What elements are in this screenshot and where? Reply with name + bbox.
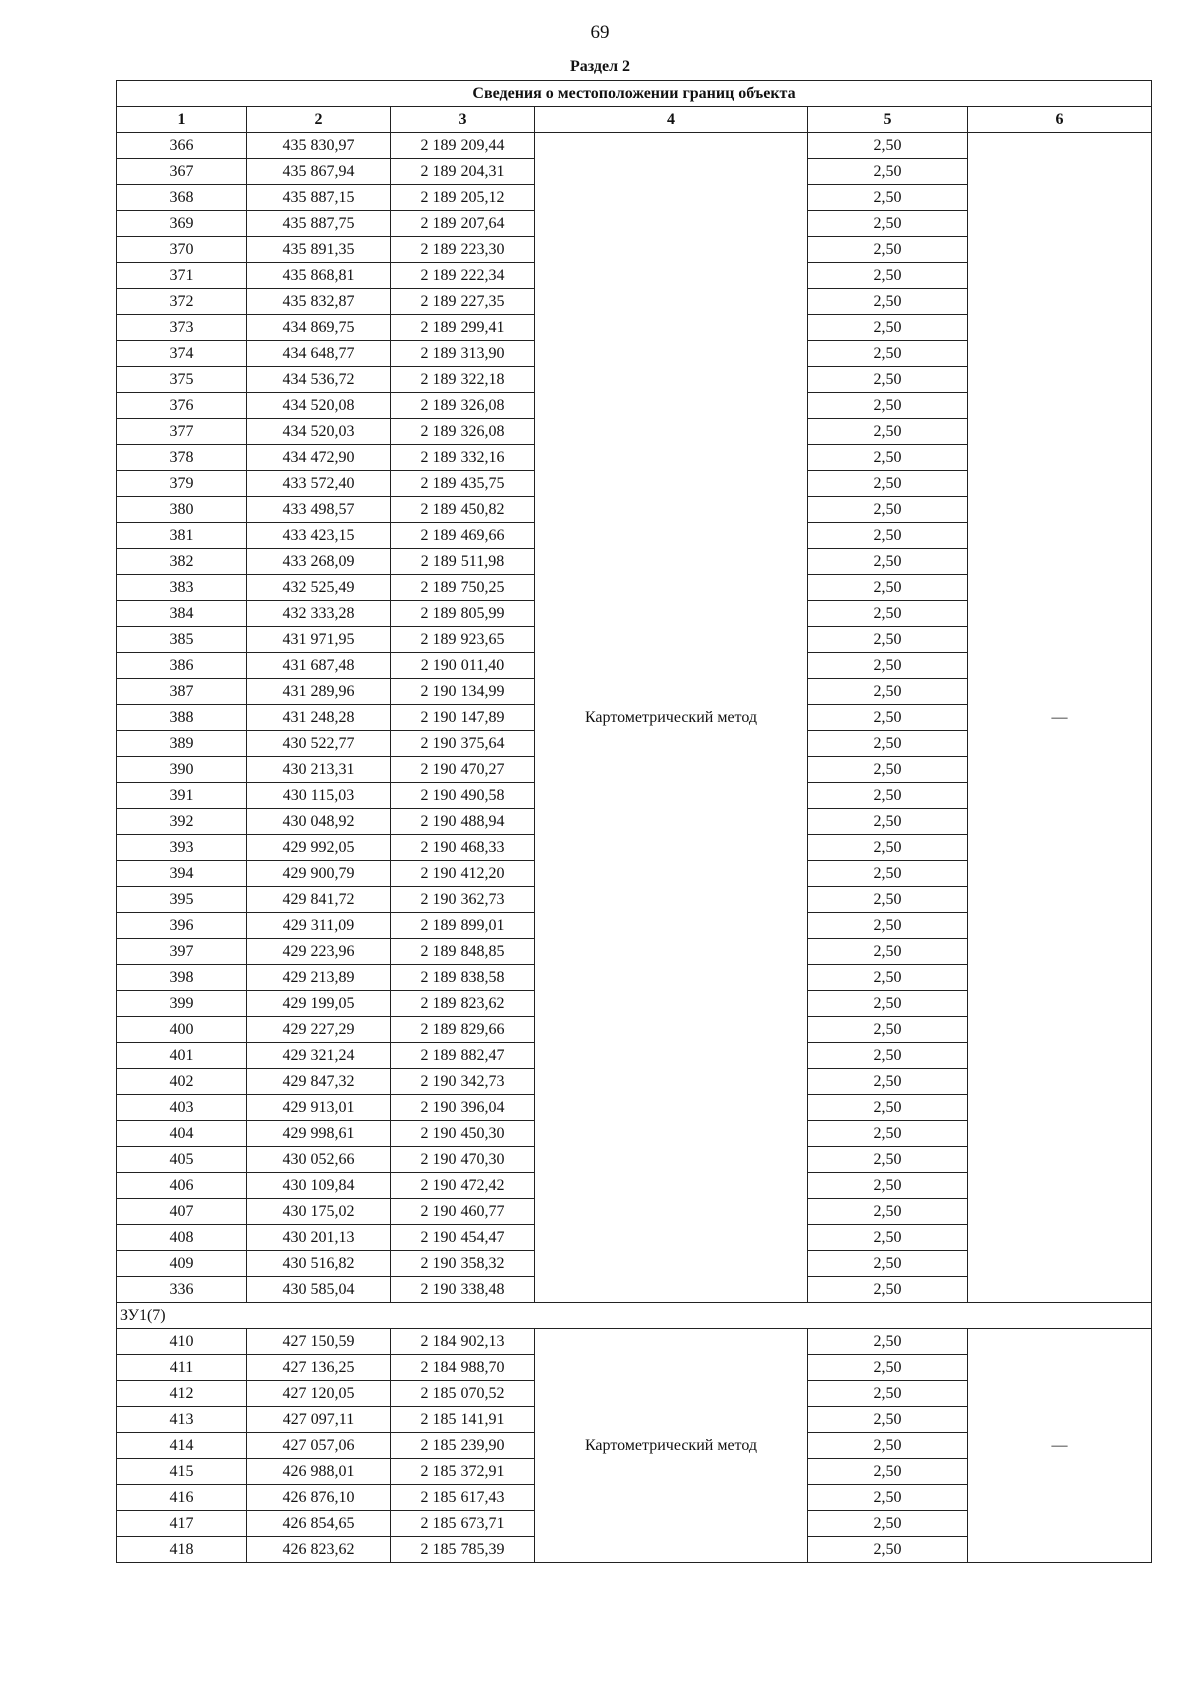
- precision-cell: 2,50: [808, 1329, 968, 1355]
- coord-x: 430 052,66: [247, 1147, 391, 1173]
- point-number: 375: [117, 367, 247, 393]
- coord-x: 431 687,48: [247, 653, 391, 679]
- point-number: 387: [117, 679, 247, 705]
- precision-cell: 2,50: [808, 1511, 968, 1537]
- coord-y: 2 189 313,90: [391, 341, 535, 367]
- coord-y: 2 189 511,98: [391, 549, 535, 575]
- coord-y: 2 189 326,08: [391, 419, 535, 445]
- point-number: 378: [117, 445, 247, 471]
- point-number: 415: [117, 1459, 247, 1485]
- coord-x: 435 830,97: [247, 133, 391, 159]
- point-number: 366: [117, 133, 247, 159]
- coord-x: 434 472,90: [247, 445, 391, 471]
- coord-y: 2 185 785,39: [391, 1537, 535, 1563]
- coord-x: 426 876,10: [247, 1485, 391, 1511]
- point-number: 416: [117, 1485, 247, 1511]
- point-number: 407: [117, 1199, 247, 1225]
- precision-cell: 2,50: [808, 1199, 968, 1225]
- coord-y: 2 190 470,30: [391, 1147, 535, 1173]
- coord-y: 2 189 332,16: [391, 445, 535, 471]
- point-number: 399: [117, 991, 247, 1017]
- point-number: 376: [117, 393, 247, 419]
- coord-y: 2 190 011,40: [391, 653, 535, 679]
- point-number: 391: [117, 783, 247, 809]
- precision-cell: 2,50: [808, 1381, 968, 1407]
- point-number: 382: [117, 549, 247, 575]
- precision-cell: 2,50: [808, 627, 968, 653]
- precision-cell: 2,50: [808, 471, 968, 497]
- coord-y: 2 190 470,27: [391, 757, 535, 783]
- coord-x: 429 841,72: [247, 887, 391, 913]
- precision-cell: 2,50: [808, 523, 968, 549]
- point-number: 405: [117, 1147, 247, 1173]
- precision-cell: 2,50: [808, 1225, 968, 1251]
- point-number: 400: [117, 1017, 247, 1043]
- coord-x: 431 248,28: [247, 705, 391, 731]
- coord-y: 2 189 322,18: [391, 367, 535, 393]
- coord-x: 430 522,77: [247, 731, 391, 757]
- table-caption: Сведения о местоположении границ объекта: [117, 81, 1152, 107]
- point-number: 374: [117, 341, 247, 367]
- point-number: 385: [117, 627, 247, 653]
- point-number: 413: [117, 1407, 247, 1433]
- coord-y: 2 185 372,91: [391, 1459, 535, 1485]
- precision-cell: 2,50: [808, 861, 968, 887]
- point-number: 381: [117, 523, 247, 549]
- precision-cell: 2,50: [808, 393, 968, 419]
- coord-y: 2 189 326,08: [391, 393, 535, 419]
- point-number: 418: [117, 1537, 247, 1563]
- precision-cell: 2,50: [808, 1485, 968, 1511]
- method-cell: Картометрический метод: [535, 1329, 808, 1563]
- coord-x: 435 891,35: [247, 237, 391, 263]
- precision-cell: 2,50: [808, 237, 968, 263]
- point-number: 409: [117, 1251, 247, 1277]
- precision-cell: 2,50: [808, 211, 968, 237]
- precision-cell: 2,50: [808, 1147, 968, 1173]
- point-number: 397: [117, 939, 247, 965]
- coord-y: 2 189 899,01: [391, 913, 535, 939]
- precision-cell: 2,50: [808, 289, 968, 315]
- coord-y: 2 189 805,99: [391, 601, 535, 627]
- coord-y: 2 190 472,42: [391, 1173, 535, 1199]
- coord-y: 2 190 358,32: [391, 1251, 535, 1277]
- coord-y: 2 189 923,65: [391, 627, 535, 653]
- precision-cell: 2,50: [808, 809, 968, 835]
- coord-y: 2 189 823,62: [391, 991, 535, 1017]
- coord-x: 433 498,57: [247, 497, 391, 523]
- precision-cell: 2,50: [808, 757, 968, 783]
- col6-cell: —: [968, 1329, 1152, 1563]
- coord-x: 426 823,62: [247, 1537, 391, 1563]
- point-number: 380: [117, 497, 247, 523]
- coord-x: 432 525,49: [247, 575, 391, 601]
- precision-cell: 2,50: [808, 1121, 968, 1147]
- coord-x: 429 992,05: [247, 835, 391, 861]
- precision-cell: 2,50: [808, 1277, 968, 1303]
- coord-y: 2 189 299,41: [391, 315, 535, 341]
- precision-cell: 2,50: [808, 679, 968, 705]
- coord-x: 430 201,13: [247, 1225, 391, 1251]
- precision-cell: 2,50: [808, 1459, 968, 1485]
- precision-cell: 2,50: [808, 601, 968, 627]
- coord-y: 2 190 468,33: [391, 835, 535, 861]
- coord-x: 429 311,09: [247, 913, 391, 939]
- coord-x: 433 268,09: [247, 549, 391, 575]
- precision-cell: 2,50: [808, 575, 968, 601]
- precision-cell: 2,50: [808, 263, 968, 289]
- precision-cell: 2,50: [808, 1069, 968, 1095]
- precision-cell: 2,50: [808, 315, 968, 341]
- column-header: 1: [117, 107, 247, 133]
- coord-y: 2 189 882,47: [391, 1043, 535, 1069]
- column-header: 3: [391, 107, 535, 133]
- coord-x: 430 516,82: [247, 1251, 391, 1277]
- point-number: 417: [117, 1511, 247, 1537]
- point-number: 398: [117, 965, 247, 991]
- coord-y: 2 189 223,30: [391, 237, 535, 263]
- coord-x: 433 572,40: [247, 471, 391, 497]
- point-number: 403: [117, 1095, 247, 1121]
- coord-y: 2 190 147,89: [391, 705, 535, 731]
- coord-y: 2 189 848,85: [391, 939, 535, 965]
- coord-x: 429 227,29: [247, 1017, 391, 1043]
- precision-cell: 2,50: [808, 1043, 968, 1069]
- coord-x: 429 847,32: [247, 1069, 391, 1095]
- coord-y: 2 189 469,66: [391, 523, 535, 549]
- table-row: [117, 133, 1152, 159]
- coord-y: 2 185 239,90: [391, 1433, 535, 1459]
- point-number: 336: [117, 1277, 247, 1303]
- coord-y: 2 190 338,48: [391, 1277, 535, 1303]
- coord-y: 2 189 209,44: [391, 133, 535, 159]
- precision-cell: 2,50: [808, 913, 968, 939]
- point-number: 393: [117, 835, 247, 861]
- point-number: 373: [117, 315, 247, 341]
- coord-x: 435 832,87: [247, 289, 391, 315]
- precision-cell: 2,50: [808, 185, 968, 211]
- coord-x: 434 648,77: [247, 341, 391, 367]
- point-number: 368: [117, 185, 247, 211]
- precision-cell: 2,50: [808, 887, 968, 913]
- precision-cell: 2,50: [808, 445, 968, 471]
- coord-x: 429 998,61: [247, 1121, 391, 1147]
- coord-y: 2 185 141,91: [391, 1407, 535, 1433]
- precision-cell: 2,50: [808, 1433, 968, 1459]
- coord-y: 2 189 222,34: [391, 263, 535, 289]
- coord-x: 435 867,94: [247, 159, 391, 185]
- table-row: [117, 1329, 1152, 1355]
- precision-cell: 2,50: [808, 965, 968, 991]
- coord-y: 2 184 902,13: [391, 1329, 535, 1355]
- precision-cell: 2,50: [808, 419, 968, 445]
- precision-cell: 2,50: [808, 705, 968, 731]
- point-number: 392: [117, 809, 247, 835]
- precision-cell: 2,50: [808, 731, 968, 757]
- point-number: 369: [117, 211, 247, 237]
- column-header: 5: [808, 107, 968, 133]
- coord-y: 2 185 673,71: [391, 1511, 535, 1537]
- coord-x: 429 199,05: [247, 991, 391, 1017]
- point-number: 401: [117, 1043, 247, 1069]
- precision-cell: 2,50: [808, 1407, 968, 1433]
- coord-y: 2 190 412,20: [391, 861, 535, 887]
- coord-x: 426 988,01: [247, 1459, 391, 1485]
- coord-x: 435 868,81: [247, 263, 391, 289]
- coord-x: 430 585,04: [247, 1277, 391, 1303]
- coord-y: 2 189 227,35: [391, 289, 535, 315]
- point-number: 367: [117, 159, 247, 185]
- coord-x: 434 520,08: [247, 393, 391, 419]
- precision-cell: 2,50: [808, 367, 968, 393]
- coord-x: 433 423,15: [247, 523, 391, 549]
- precision-cell: 2,50: [808, 159, 968, 185]
- coord-x: 429 913,01: [247, 1095, 391, 1121]
- precision-cell: 2,50: [808, 133, 968, 159]
- coord-x: 435 887,15: [247, 185, 391, 211]
- precision-cell: 2,50: [808, 991, 968, 1017]
- precision-cell: 2,50: [808, 1355, 968, 1381]
- coord-y: 2 189 838,58: [391, 965, 535, 991]
- coord-y: 2 190 450,30: [391, 1121, 535, 1147]
- coord-y: 2 190 488,94: [391, 809, 535, 835]
- coord-x: 429 900,79: [247, 861, 391, 887]
- coord-y: 2 189 205,12: [391, 185, 535, 211]
- coord-x: 426 854,65: [247, 1511, 391, 1537]
- coord-x: 429 213,89: [247, 965, 391, 991]
- table-body: [117, 133, 1152, 1563]
- precision-cell: 2,50: [808, 783, 968, 809]
- coord-x: 434 536,72: [247, 367, 391, 393]
- precision-cell: 2,50: [808, 341, 968, 367]
- coord-y: 2 190 342,73: [391, 1069, 535, 1095]
- method-cell: Картометрический метод: [535, 133, 808, 1303]
- coord-y: 2 189 207,64: [391, 211, 535, 237]
- coord-y: 2 190 454,47: [391, 1225, 535, 1251]
- point-number: 414: [117, 1433, 247, 1459]
- boundary-table: [116, 80, 1152, 1563]
- coord-x: 430 175,02: [247, 1199, 391, 1225]
- coord-x: 430 109,84: [247, 1173, 391, 1199]
- precision-cell: 2,50: [808, 653, 968, 679]
- point-number: 388: [117, 705, 247, 731]
- point-number: 406: [117, 1173, 247, 1199]
- point-number: 384: [117, 601, 247, 627]
- coord-x: 430 048,92: [247, 809, 391, 835]
- col6-cell: —: [968, 133, 1152, 1303]
- coord-x: 427 150,59: [247, 1329, 391, 1355]
- point-number: 408: [117, 1225, 247, 1251]
- column-header: 2: [247, 107, 391, 133]
- table-caption-row: [117, 81, 1152, 107]
- point-number: 395: [117, 887, 247, 913]
- point-number: 379: [117, 471, 247, 497]
- coord-x: 431 971,95: [247, 627, 391, 653]
- precision-cell: 2,50: [808, 1251, 968, 1277]
- precision-cell: 2,50: [808, 1173, 968, 1199]
- point-number: 383: [117, 575, 247, 601]
- coord-y: 2 190 362,73: [391, 887, 535, 913]
- precision-cell: 2,50: [808, 1095, 968, 1121]
- coord-x: 427 057,06: [247, 1433, 391, 1459]
- column-header: 4: [535, 107, 808, 133]
- coord-y: 2 185 617,43: [391, 1485, 535, 1511]
- coord-x: 427 136,25: [247, 1355, 391, 1381]
- precision-cell: 2,50: [808, 549, 968, 575]
- coord-y: 2 190 375,64: [391, 731, 535, 757]
- point-number: 411: [117, 1355, 247, 1381]
- precision-cell: 2,50: [808, 939, 968, 965]
- coord-y: 2 190 396,04: [391, 1095, 535, 1121]
- coord-y: 2 184 988,70: [391, 1355, 535, 1381]
- point-number: 371: [117, 263, 247, 289]
- point-number: 390: [117, 757, 247, 783]
- coord-x: 427 097,11: [247, 1407, 391, 1433]
- point-number: 386: [117, 653, 247, 679]
- coord-x: 434 869,75: [247, 315, 391, 341]
- column-header: 6: [968, 107, 1152, 133]
- coord-y: 2 185 070,52: [391, 1381, 535, 1407]
- point-number: 389: [117, 731, 247, 757]
- point-number: 402: [117, 1069, 247, 1095]
- coord-y: 2 189 450,82: [391, 497, 535, 523]
- section-title: Раздел 2: [569, 58, 631, 75]
- point-number: 404: [117, 1121, 247, 1147]
- coord-y: 2 190 490,58: [391, 783, 535, 809]
- coord-y: 2 189 204,31: [391, 159, 535, 185]
- coord-y: 2 189 750,25: [391, 575, 535, 601]
- coord-x: 434 520,03: [247, 419, 391, 445]
- coord-x: 435 887,75: [247, 211, 391, 237]
- page-number: 69: [590, 22, 610, 43]
- point-number: 412: [117, 1381, 247, 1407]
- column-header-row: [117, 107, 1152, 133]
- coord-y: 2 189 435,75: [391, 471, 535, 497]
- coord-x: 430 213,31: [247, 757, 391, 783]
- precision-cell: 2,50: [808, 1017, 968, 1043]
- point-number: 396: [117, 913, 247, 939]
- coord-x: 431 289,96: [247, 679, 391, 705]
- point-number: 372: [117, 289, 247, 315]
- point-number: 394: [117, 861, 247, 887]
- coord-x: 429 321,24: [247, 1043, 391, 1069]
- point-number: 377: [117, 419, 247, 445]
- precision-cell: 2,50: [808, 835, 968, 861]
- group-label: ЗУ1(7): [117, 1303, 1152, 1329]
- coord-x: 427 120,05: [247, 1381, 391, 1407]
- coord-x: 432 333,28: [247, 601, 391, 627]
- coord-y: 2 190 460,77: [391, 1199, 535, 1225]
- point-number: 410: [117, 1329, 247, 1355]
- point-number: 370: [117, 237, 247, 263]
- coord-y: 2 190 134,99: [391, 679, 535, 705]
- coord-x: 429 223,96: [247, 939, 391, 965]
- coord-y: 2 189 829,66: [391, 1017, 535, 1043]
- coord-x: 430 115,03: [247, 783, 391, 809]
- precision-cell: 2,50: [808, 497, 968, 523]
- precision-cell: 2,50: [808, 1537, 968, 1563]
- group-row: [117, 1303, 1152, 1329]
